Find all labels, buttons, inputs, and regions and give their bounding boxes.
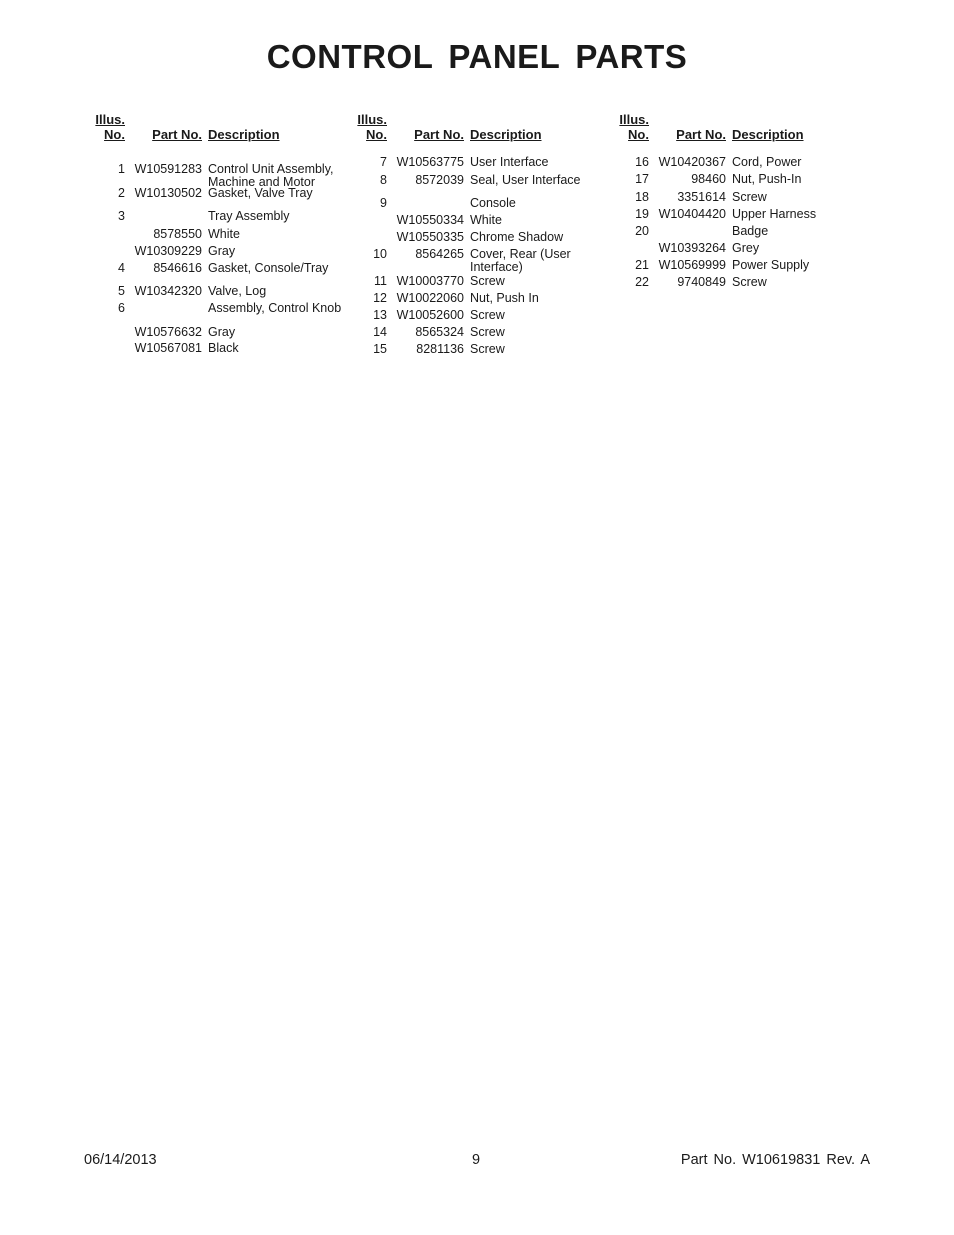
part-description: Gray [208,325,236,339]
part-number: W10567081 [134,341,202,355]
part-description: Screw [732,190,767,204]
part-number: W10420367 [658,155,726,169]
part-number: 9740849 [677,275,726,289]
header-illus: Illus. [357,112,387,127]
header-no: No. [628,127,649,142]
part-number: 8546616 [153,261,202,275]
illus-number: 1 [118,162,125,176]
illus-number: 18 [635,190,649,204]
part-description: Upper Harness [732,207,817,221]
illus-number: 6 [118,301,125,315]
header-part-no: Part No. [414,127,464,142]
part-description: Nut, Push In [470,291,539,305]
column-header [612,110,872,146]
part-number: W10342320 [134,284,202,298]
part-description: Cord, Power [732,155,802,169]
part-description: Valve, Log [208,284,267,298]
part-description: Seal, User Interface [470,173,581,187]
part-description: Gasket, Valve Tray [208,186,313,200]
part-description: Tray Assembly [208,209,290,223]
part-description: White [208,227,240,241]
header-illus: Illus. [619,112,649,127]
column-header [350,110,610,146]
illus-number: 21 [635,258,649,272]
part-description: Nut, Push-In [732,172,802,186]
header-part-no: Part No. [676,127,726,142]
part-description: White [470,213,502,227]
part-number: W10003770 [396,274,464,288]
illus-number: 8 [380,173,387,187]
page-title: CONTROL PANEL PARTS [266,38,688,75]
part-number: W10550335 [396,230,464,244]
part-description: Screw [470,308,505,322]
illus-number: 13 [373,308,387,322]
parts-column-3 [612,110,872,289]
part-number: 8572039 [415,173,464,187]
part-description: Gray [208,244,236,258]
part-number: W10576632 [134,325,202,339]
parts-column-1 [88,110,348,355]
part-number: W10393264 [658,241,726,255]
part-description: Grey [732,241,760,255]
header-description: Description [208,127,280,142]
part-number: 8281136 [416,342,464,356]
part-number: W10563775 [396,155,464,169]
part-number: W10022060 [396,291,464,305]
illus-number: 12 [373,291,387,305]
footer-date: 06/14/2013 [84,1152,157,1168]
part-description: User Interface [470,155,549,169]
illus-number: 11 [374,274,387,288]
illus-number: 5 [118,284,125,298]
header-no: No. [104,127,125,142]
part-number: W10052600 [396,308,464,322]
part-number: W10550334 [396,213,464,227]
part-description: Control Unit Assembly, Machine and Motor [208,162,334,189]
column-header [88,110,348,146]
illus-number: 9 [380,196,387,210]
header-description: Description [470,127,542,142]
part-description: Black [208,341,239,355]
illus-number: 14 [373,325,387,339]
part-description: Assembly, Control Knob [208,301,342,315]
part-number: W10591283 [134,162,202,176]
part-number: 8564265 [415,247,464,261]
part-number: 98460 [691,172,726,186]
footer-page-number: 9 [472,1152,481,1168]
header-no: No. [366,127,387,142]
part-description: Screw [470,325,505,339]
part-description: Screw [470,342,505,356]
header-description: Description [732,127,804,142]
part-number: W10404420 [658,207,726,221]
part-description: Badge [732,224,769,238]
part-description: Chrome Shadow [470,230,564,244]
part-number: 8565324 [415,325,464,339]
part-description: Screw [470,274,505,288]
illus-number: 16 [635,155,649,169]
part-description: Gasket, Console/Tray [208,261,329,275]
illus-number: 20 [635,224,649,238]
part-number: W10130502 [134,186,202,200]
illus-number: 15 [373,342,387,356]
illus-number: 3 [118,209,125,223]
illus-number: 2 [118,186,125,200]
header-part-no: Part No. [152,127,202,142]
part-description: Screw [732,275,767,289]
part-description: Power Supply [732,258,810,272]
illus-number: 17 [635,172,649,186]
part-number: 8578550 [153,227,202,241]
illus-number: 7 [380,155,387,169]
footer-part-number: Part No. W10619831 Rev. A [680,1152,870,1168]
part-number: W10309229 [134,244,202,258]
illus-number: 10 [373,247,387,261]
part-number: W10569999 [658,258,726,272]
illus-number: 19 [635,207,649,221]
header-illus: Illus. [95,112,125,127]
part-description: Cover, Rear (User Interface) [470,247,571,274]
part-description: Console [470,196,516,210]
illus-number: 4 [118,261,125,275]
part-number: 3351614 [677,190,726,204]
parts-column-2 [350,110,610,356]
illus-number: 22 [635,275,649,289]
